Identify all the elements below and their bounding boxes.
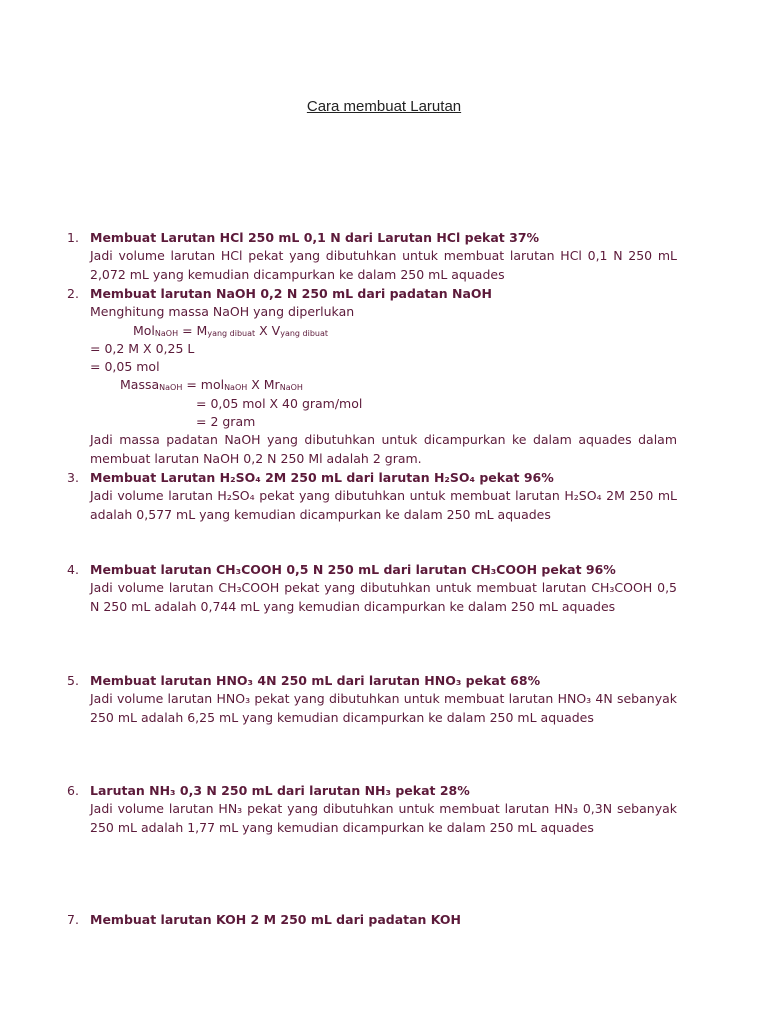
item-number: 3.: [67, 470, 79, 485]
document-title: Cara membuat Larutan: [306, 98, 462, 115]
item-heading: Membuat larutan KOH 2 M 250 mL dari padatan KOH: [90, 912, 462, 927]
item-number: 6.: [67, 783, 79, 798]
item-heading: Membuat Larutan H₂SO₄ 2M 250 mL dari larutan H₂SO₄ pekat 96%: [90, 470, 554, 485]
item-text: Jadi volume larutan HN₃ pekat yang dibutuhkan untuk membuat larutan HN₃ 0,3N sebanyak 250 mL adalah 1,77 mL yang kemudian dicampurkan ke dalam 250 mL aquades: [90, 801, 677, 835]
item-number: 5.: [67, 673, 79, 688]
item-heading: Membuat larutan CH₃COOH 0,5 N 250 mL dari larutan CH₃COOH pekat 96%: [90, 562, 616, 577]
massa-formula: Massa$_{NaOH}$ = mol$_{NaOH}$ X $Mr_{NaOH}$: [120, 377, 303, 393]
item-heading: Membuat Larutan HCl 250 mL 0,1 N dari Larutan HCl pekat 37%: [90, 230, 540, 245]
calc-step: = 0,05 mol X 40 gram/mol: [196, 395, 363, 411]
item-number: 4.: [67, 562, 79, 577]
item-heading: Membuat larutan NaOH 0,2 N 250 mL dari padatan NaOH: [90, 286, 493, 301]
item-text: Jadi volume larutan H₂SO₄ pekat yang dibutuhkan untuk membuat larutan H₂SO₄ 2M 250 mL adalah 0,577 mL yang kemudian dicampurkan ke dalam 250 mL aquades: [90, 488, 677, 522]
item-number: 1.: [67, 230, 79, 245]
item-number: 2.: [67, 286, 79, 301]
calc-step: = 0,2 M X 0,25 L: [90, 340, 195, 356]
calc-step: = 0,05 mol: [90, 359, 160, 375]
item-text: Jadi volume larutan CH₃COOH pekat yang dibutuhkan untuk membuat larutan CH₃COOH 0,5 N 250 mL adalah 0,744 mL yang kemudian dicampurkan ke dalam 250 mL aquades: [90, 580, 677, 614]
mol-formula: $Mol_{NaOH} = M_{yang dibuat}$ X $V_{yang dibuat}$: [133, 322, 329, 338]
item-text: Jadi massa padatan NaOH yang dibutuhkan untuk dicampurkan ke dalam aquades dalam membuat larutan NaOH 0,2 N 250 Ml adalah 2 gram.: [90, 432, 677, 466]
calc-intro: Menghitung massa NaOH yang diperlukan: [90, 304, 355, 320]
item-heading: Membuat larutan HNO₃ 4N 250 mL dari larutan HNO₃ pekat 68%: [90, 673, 541, 688]
calc-step: = 2 gram: [196, 414, 256, 430]
item-number: 7.: [67, 912, 79, 927]
item-heading: Larutan NH₃ 0,3 N 250 mL dari larutan NH₃ pekat 28%: [90, 783, 470, 798]
item-text: Jadi volume larutan HNO₃ pekat yang dibutuhkan untuk membuat larutan HNO₃ 4N sebanyak 250 mL adalah 6,25 mL yang kemudian dicampurkan ke dalam 250 mL aquades: [90, 691, 677, 725]
item-text: Jadi volume larutan HCl pekat yang dibutuhkan untuk membuat larutan HCl 0,1 N 250 mL 2,072 mL yang kemudian dicampurkan ke dalam 250 mL aquades: [90, 248, 677, 282]
